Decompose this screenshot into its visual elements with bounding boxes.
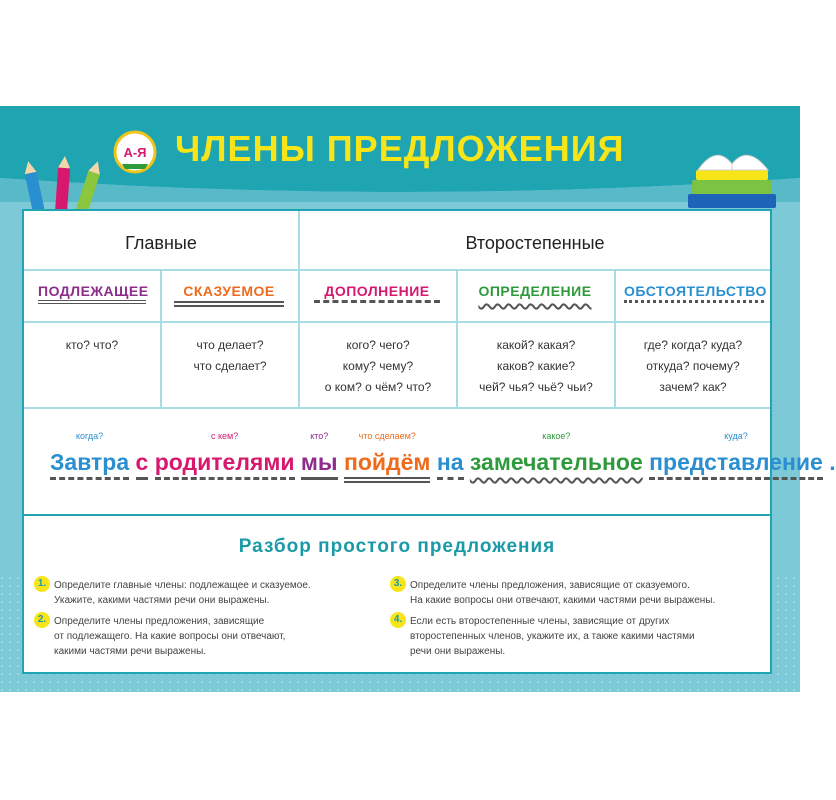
member-subject-label: ПОДЛЕЖАЩЕЕ	[38, 283, 149, 299]
member-attribute-questions	[458, 335, 614, 398]
step-line: Если есть второстепенные члены, зависящие от других	[410, 616, 670, 627]
word-question: когда?	[75, 431, 104, 441]
analysis-step	[394, 614, 695, 659]
member-attribute-name	[470, 283, 600, 299]
sentence-word	[50, 431, 130, 480]
sentence-word	[154, 431, 295, 480]
books-icon	[682, 136, 782, 216]
question-line: что делает?	[196, 338, 264, 352]
member-predicate-name	[174, 283, 284, 308]
member-object-questions	[300, 335, 456, 398]
word-text: .	[829, 449, 836, 475]
sentence-word	[649, 431, 823, 480]
alphabet-badge-icon	[113, 130, 157, 174]
question-line: какой? какая?	[496, 338, 576, 352]
member-predicate-label: СКАЗУЕМОЕ	[183, 283, 275, 299]
member-object-name	[314, 283, 440, 303]
analysis-title: Разбор простого предложения	[238, 536, 556, 557]
question-line: зачем? как?	[659, 380, 727, 394]
step-line: Определите члены предложения, зависящие от сказуемого.	[410, 580, 690, 591]
step-line: Определите главные члены: подлежащее и сказуемое.	[54, 580, 311, 591]
analysis-step	[38, 614, 285, 659]
question-line: что сделает?	[193, 359, 267, 373]
question-line: кого? чего?	[346, 338, 410, 352]
question-line: кому? чему?	[342, 359, 414, 373]
step-line: Укажите, какими частями речи они выражены.	[54, 595, 270, 606]
word-text: Завтра	[50, 449, 130, 475]
group-main-heading: Главные	[125, 233, 197, 253]
step-line: второстепенных членов, укажите их, а также какими частями	[410, 631, 695, 642]
grid-line	[24, 269, 770, 271]
member-adverbial-label: ОБСТОЯТЕЛЬСТВО	[624, 283, 767, 299]
member-object-label: ДОПОЛНЕНИЕ	[324, 283, 430, 299]
step-line: На какие вопросы они отвечают, какими частями речи выражены.	[410, 595, 716, 606]
analysis-step	[394, 578, 715, 608]
word-question: что сделаем?	[358, 431, 416, 441]
poster	[0, 106, 836, 692]
member-adverbial-name	[624, 283, 767, 303]
word-text: пойдём	[343, 449, 431, 475]
sentence-word	[437, 449, 464, 480]
word-text: родителями	[154, 449, 295, 475]
sentence-word	[343, 431, 431, 483]
badge-text: А-Я	[123, 145, 147, 160]
word-text: замечательное	[469, 449, 643, 475]
example-sentence	[50, 431, 836, 483]
member-subject-questions	[24, 335, 160, 356]
word-text: на	[436, 449, 464, 475]
sentence-word	[829, 449, 835, 476]
word-question: кто?	[310, 431, 329, 441]
question-line: чей? чья? чьё? чьи?	[479, 380, 593, 394]
step-line: какими частями речи выражены.	[54, 646, 207, 657]
word-question: с кем?	[211, 431, 239, 441]
step-line: речи они выражены.	[410, 646, 506, 657]
question-line: кто? что?	[65, 338, 119, 352]
step-line: от подлежащего. На какие вопросы они отвечают,	[54, 631, 286, 642]
step-number: 3.	[390, 576, 406, 592]
word-question: какое?	[542, 431, 571, 441]
member-attribute-label: ОПРЕДЕЛЕНИЕ	[478, 283, 592, 299]
group-secondary-heading: Второстепенные	[465, 233, 605, 253]
analysis-box	[22, 514, 772, 674]
grid-line	[24, 407, 770, 409]
step-number: 4.	[390, 612, 406, 628]
step-number: 1.	[34, 576, 50, 592]
word-text: мы	[300, 449, 338, 475]
member-adverbial-questions	[616, 335, 770, 398]
sentence-word	[136, 449, 149, 480]
sentence-word	[469, 431, 643, 476]
word-text: представление	[649, 449, 823, 475]
question-line: где? когда? куда?	[643, 338, 743, 352]
question-line: каков? какие?	[496, 359, 576, 373]
step-line: Определите члены предложения, зависящие	[54, 616, 265, 627]
member-subject-name	[38, 283, 149, 304]
analysis-step	[38, 578, 311, 608]
page-title: ЧЛЕНЫ ПРЕДЛОЖЕНИЯ	[175, 128, 625, 169]
word-text: с	[135, 449, 149, 475]
word-question: куда?	[724, 431, 748, 441]
question-line: откуда? почему?	[646, 359, 740, 373]
sentence-word	[300, 431, 338, 480]
question-line: о ком? о чём? что?	[324, 380, 432, 394]
member-predicate-questions	[162, 335, 298, 377]
grid-line	[24, 321, 770, 323]
step-number: 2.	[34, 612, 50, 628]
